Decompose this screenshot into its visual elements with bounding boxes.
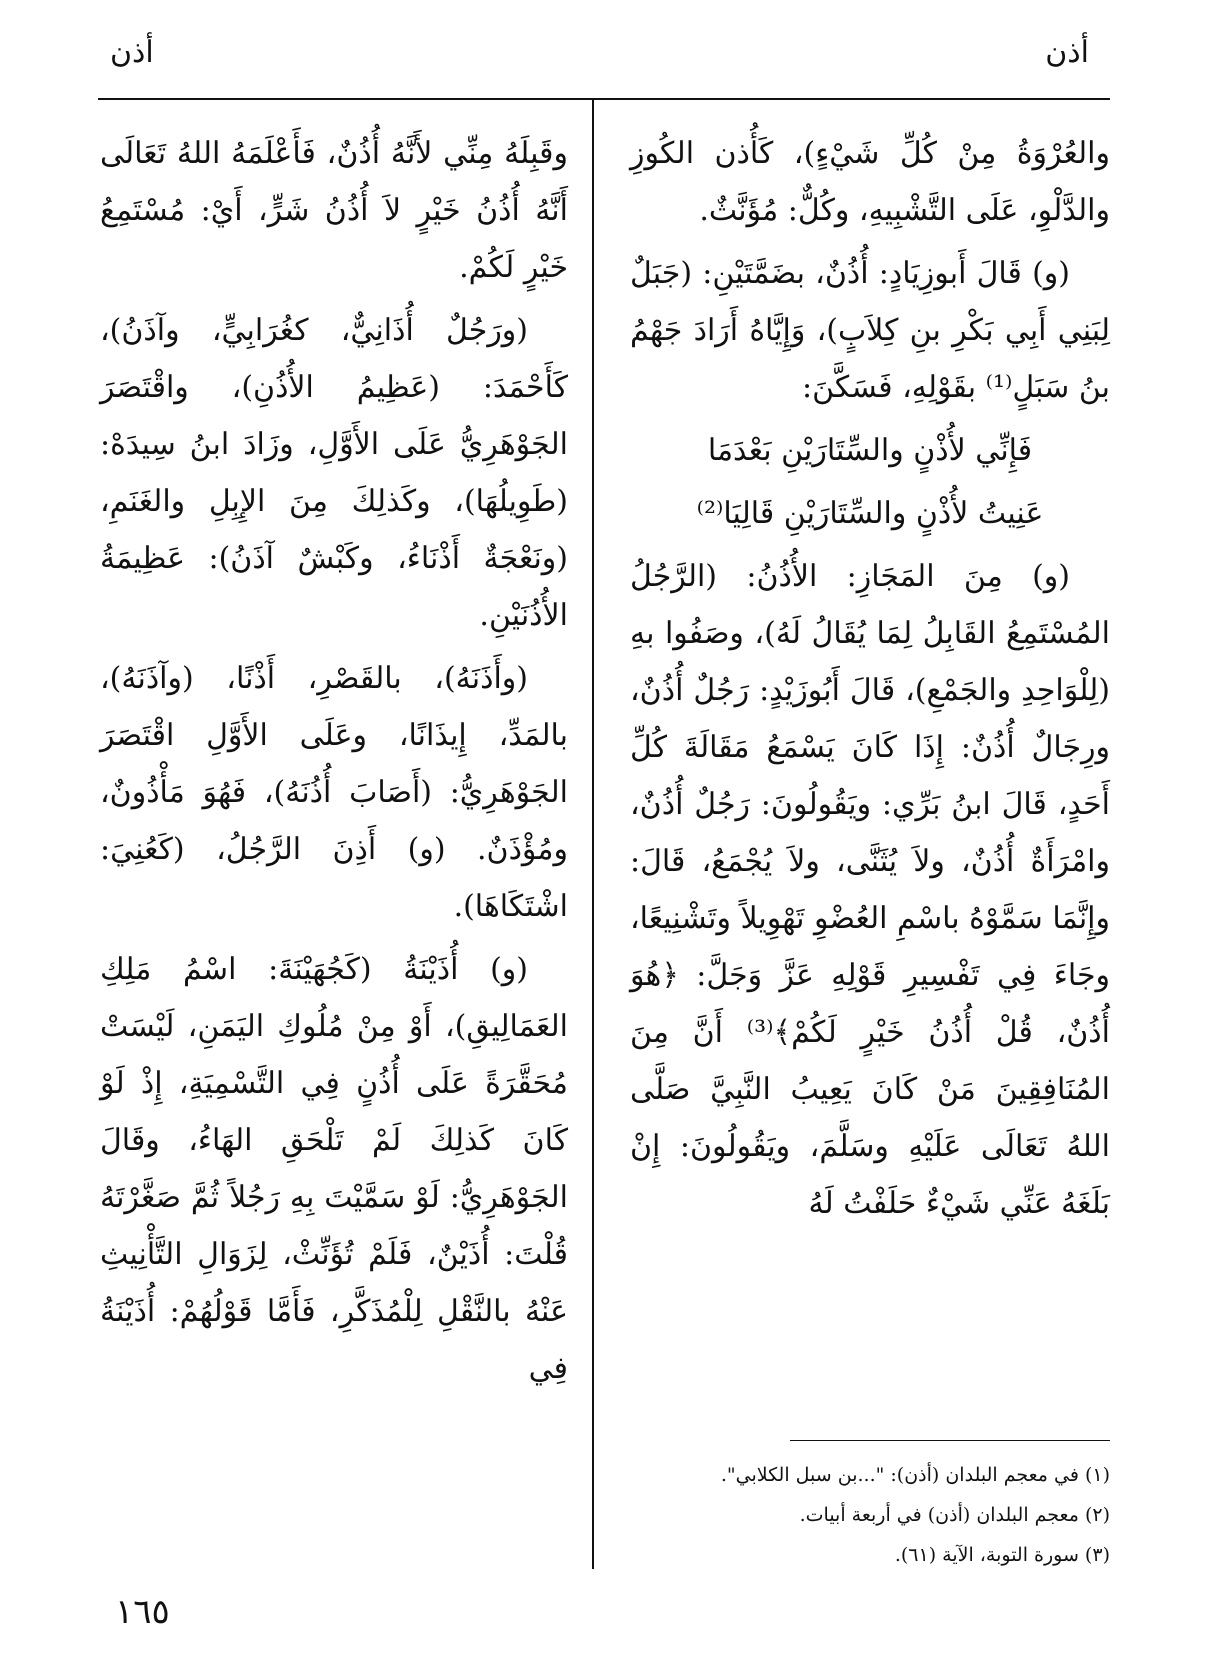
header-rule (98, 98, 1110, 100)
paragraph: والعُرْوَةُ مِنْ كُلِّ شَيْءٍ)، كَأُذن الكُوزِ والدَّلْوِ، عَلَى التَّشْبِيهِ، وكُلٌّ: مُؤَنَّثٌ. (630, 136, 1110, 228)
paragraph: (و) مِنَ المَجَازِ: الأُذُنُ: (الرَّجُلُ المُسْتَمِعُ القَابِلُ لِمَا يُقَالُ لَهُ)، وصَفُوا بهِ (لِلْوَاحِدِ والجَمْعِ)، قَالَ أَبُوزَيْدٍ: رَجُلٌ أُذُنٌ، ورِجَالٌ أُذُنٌ: إِذَا كَانَ يَسْمَعُ مَقَالَةَ كُلِّ أَحَدٍ، قَالَ ابنُ بَرِّي: ويَقُولُونَ: رَجُلٌ أُذُنٌ، وامْرَأَةٌ أُذُنٌ، ولاَ يُثَنَّى، ولاَ يُجْمَعُ، قَالَ: وإِنَّمَا سَمَّوْهُ باسْمِ العُضْوِ تَهْوِيلاً وتَشْنِيعًا، وجَاءَ فِي تَفْسِيرِ قَوْلِهِ عَزَّ وَجَلَّ: ﴿هُوَ أُذُنٌ، قُلْ أُذُنُ خَيْرٍ لَكُمْ﴾⁽³⁾ أَنَّ مِنَ المُنَافِقِينَ مَنْ كَانَ يَعِيبُ النَّبِيَّ صَلَّى اللهُ تَعَالَى عَلَيْهِ وسَلَّمَ، ويَقُولُونَ: إِنْ بَلَغَهُ عَنِّي شَيْءٌ حَلَفْتُ لَهُ (629, 559, 1110, 1221)
paragraph: (ورَجُلٌ أُذَانِيٌّ، كغُرَابِيٍّ، وآذَنُ)، كَأَحْمَدَ: (عَظِيمُ الأُذُنِ)، واقْتَصَرَ الجَوْهَرِيُّ عَلَى الأَوَّلِ، وزَادَ ابنُ سِيدَهْ: (طَوِيلُهَا)، وكَذلِكَ مِنَ الإِبِلِ والغَنَمِ، (ونَعْجَةٌ أَذْنَاءُ، وكَبْشٌ آذَنُ): عَظِيمَةُ الأُذُنَيْنِ. (100, 313, 568, 633)
running-headword-right: أذن (1045, 35, 1089, 70)
paragraph: (و) أُذَيْنَةُ (كَجُهَيْنَةَ: اسْمُ مَلِكِ العَمَالِيقِ)، أَوْ مِنْ مُلُوكِ اليَمَنِ، لَيْسَتْ مُحَقَّرَةً عَلَى أُذُنٍ فِي التَّسْمِيَةِ، إِذْ لَوْ كَانَ كَذلِكَ لَمْ تَلْحَقِ الهَاءُ، وقَالَ الجَوْهَرِيُّ: لَوْ سَمَّيْتَ بِهِ رَجُلاً ثُمَّ صَغَّرْتَهُ قُلْتَ: أُذَيْنٌ، فَلَمْ تُؤَنِّثْ، لِزَوَالِ التَّأْنِيثِ عَنْهُ بالنَّقْلِ لِلْمُذَكَّرِ، فَأَمَّا قَوْلُهُمْ: أُذَيْنَةُ فِي (100, 952, 568, 1386)
footnote: (٢) معجم البلدان (أذن) في أربعة أبيات. (799, 1504, 1110, 1526)
left-column (100, 125, 568, 1403)
running-headword-left: أذن (110, 35, 154, 70)
column-divider (592, 99, 594, 1569)
paragraph: (وأَذَنَهُ)، بالقَصْرِ، أَذْنًا، (وآذَنَهُ)، بالمَدِّ، إِيذَانًا، وعَلَى الأَوَّلِ اقْتَصَرَ الجَوْهَرِيُّ: (أَصَابَ أُذُنَهُ)، فَهُوَ مَأْذُونٌ، ومُؤْذَنٌ. (و) أَذِنَ الرَّجُلُ، (كَعُنِيَ: اشْتَكَاهَا). (100, 661, 568, 924)
paragraph: (و) قَالَ أَبوزِيَادٍ: أُذُنٌ، بضَمَّتَيْنِ: (جَبَلٌ لِبَنِي أَبِي بَكْرِ بنِ كِلاَبٍ)، وَإِيَّاهُ أَرَادَ جَهْمُ بنُ سَبَلٍ⁽¹⁾ بقَوْلِهِ، فَسَكَّنَ: (630, 256, 1110, 405)
footnotes (690, 1455, 1110, 1575)
page-number: ١٦٥ (115, 1592, 170, 1632)
paragraph: وقَبِلَهُ مِنِّي لأَنَّهُ أُذُنٌ، فَأَعْلَمَهُ اللهُ تَعَالَى أَنَّهُ أُذُنُ خَيْرٍ لاَ أُذُنُ شَرٍّ، أَيْ: مُسْتَمِعُ خَيْرٍ لَكُمْ. (100, 136, 568, 285)
footnote: (١) في معجم البلدان (أذن): "...بن سبل الكلابي". (720, 1464, 1110, 1486)
poem-verse-line: عَنِيتُ لأُذْنٍ والسِّتَارَيْنِ قَالِيَا⁽²⁾ (696, 496, 1044, 531)
footnote: (٣) سورة التوبة، الآية (٦١). (894, 1544, 1110, 1566)
right-column (630, 125, 1110, 1238)
footnote-rule (790, 1440, 1110, 1441)
poem-verse-line: فَإِنِّي لأُذْنٍ والسِّتَارَيْنِ بَعْدَمَا (707, 433, 1033, 468)
